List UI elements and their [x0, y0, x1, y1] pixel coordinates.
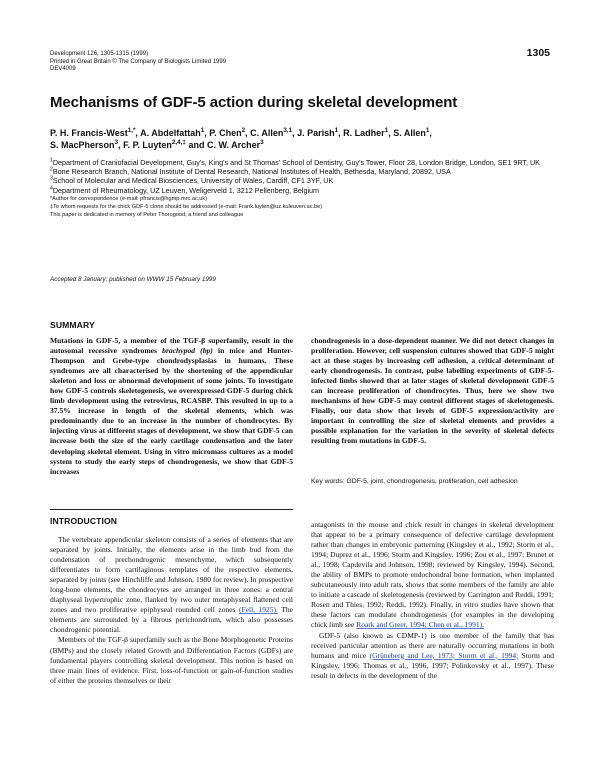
introduction-right-column [311, 520, 554, 681]
summary-left-column: Mutations in GDF-5, a member of the TGF-β superfamily, result in the autosomal recessive syndromes brachypod (bp) in mice and Hunter-Thompson and Grebe-type chondrodysplasias in humans. These syndromes are all characterised by the shortening of the appendicular skeleton and loss or abnormal development of some joints. To investigate how GDF-5 controls skeletogenesis, we overexpressed GDF-5 during chick limb development using the retrovirus, RCASBP. This resulted in up to a 37.5% increase in length of the skeletal elements, which was predominantly due to an increase in the number of chondrocytes. By injecting virus at different stages of development, we show that GDF-5 can increase both the size of the early cartilage condensation and the later developing skeletal element. Using in vitro micromass cultures as a model system to study the early steps of chondrogenesis, we show that GDF-5 increases [50, 336, 293, 476]
introduction-heading: INTRODUCTION [50, 516, 118, 526]
author-affiliation-mark: 1 [200, 127, 205, 134]
summary-right-column: chondrogenesis in a dose-dependent manner. We did not detect changes in proliferation. However, cell suspension cultures showed that GDF-5 might act at these stages by increasing cell adhesion, a critical determinant of early chondrogenesis. In contrast, pulse labelling experiments of GDF-5-infected limbs showed that at later stages of skeletal development GDF-5 can increase proliferation of chondrocytes. Thus, here we show two mechanisms of how GDF-5 may control different stages of skeletogenesis. Finally, our data show that levels of GDF-5 expression/activity are important in controlling the size of skeletal elements and provides a possible explanation for the variation in the severity of skeletal defects resulting from mutations in GDF-5. [311, 336, 554, 446]
author-name: S. Allen [393, 128, 426, 138]
author-list: P. H. Francis-West$^{1,*}$, A. Abdelfattah$^1$, P. Chen$^2$, C. Allen$^{3,1}$, J. Parish$^1$, R. Ladher$^1$, S. Allen$^1$, S. MacPherson$^3$, F. P. Luyten$^{2,4,\ddagger}$ and C. W. Archer$^3$ [50, 127, 432, 150]
journal-header [50, 47, 550, 74]
journal-citation: Development 126, 1305-1315 (1999) [50, 51, 149, 57]
article-title: Mechanisms of GDF-5 action during skeletal development [50, 94, 458, 111]
summary-heading: SUMMARY [50, 320, 95, 330]
author-affiliation-mark: 2 [241, 127, 246, 134]
printed-notice: Printed in Great Britain © The Company of Biologists Limited 1999 [50, 58, 227, 65]
intro-paragraph-3: antagonists in the mouse and chick result in changes in skeletal development that appear to be a primary consequence of defective cartilage development rather than changes in embryonic patterning (Kingsley et al., 1992; Storm et al., 1994; Duprez et al., 1996; Storm and Kingsley, 1996; Zou et al., 1997; Brunet et al., 1998; Capdevila and Johnson, 1998; reviewed by Kingsley, 1994). Second, the ability of BMPs to promote endochondral bone formation, when implanted subcutaneously into adult rats, shows that some members of the family are able to initiate a cascade of skeletogenesis (reviewed by Carrington and Reddi, 1991; Rosen and Thies, 1992; Reddi, 1992). Finally, in vitro studies have shown that these factors can modulate chondrogenesis (for examples in the developing chick limb see Roark and Greer, 1994; Chen et al., 1991). [311, 520, 554, 630]
affiliation-4: $^4$Department of Rheumatology, UZ Leuven, Weligerveld 1, 3212 Pellenberg, Belgium [50, 185, 320, 195]
author-affiliation-mark: 3,1 [283, 127, 293, 134]
brachypod-term: brachypod (bp) [162, 346, 213, 356]
author-affiliation-mark: 2,4,‡ [171, 138, 186, 146]
citation-link[interactable]: Roark and Greer, 1994; Chen et al., 1991). [356, 620, 484, 630]
author-name: A. Abdelfattah [140, 128, 201, 138]
author-affiliation-mark: 1 [384, 127, 389, 134]
citation-link[interactable]: (Fell, 1925). [238, 605, 278, 615]
affiliation-1: $^1$Department of Craniofacial Development, Guy's, King's and St Thomas' School of Dentistry, Guy's Tower, Floor 28, London Bridge, London, SE1 9RT, UK [50, 157, 540, 167]
intro-paragraph-4: GDF-5 (also known as CDMP-1) is one member of the family that has received particular attention as there are naturally occurring mutations in both humans and mice (Grüneberg and Lee, 1973; Storm et al., 1994; Storm and Kingsley, 1996; Thomas et al., 1996, 1997; Polinkovsky et al., 1997). These result in defects in the development of the [311, 630, 555, 680]
author-affiliation-mark: 3 [260, 138, 264, 146]
intro-paragraph-1: The vertebrate appendicular skeleton consists of a series of elements that are separated by joints. Initially, the elements arise in the limb bud from the condensation of prechondrogenic mesenchyme, which subsequently differentiates to form cartilaginous templates of the respective elements, separated by joints (see Hinchliffe and Johnson, 1980 for review). In prospective long-bone elements, the chondrocytes are arranged in three zones: a central diaphyseal hypertrophic zone, flanked by two outer metaphyseal flattened cell zones and two proliferative epiphyseal rounded cell zones (Fell, 1925). The elements are surrounded by a fibrous perichondrium, which also possesses chondrogenic potential. [50, 535, 293, 635]
affiliations [50, 158, 550, 219]
author-affiliation-mark: 1 [425, 127, 430, 134]
intro-paragraph-2: Members of the TGF-β superfamily such as the Bone Morphogenetic Proteins (BMPs) and the closely related Growth and Differentiation Factors (GDFs) are fundamental players controlling skeletal development. This notion is based on three main lines of evidence. First, loss-of-function or gain-of-function studies of either the proteins themselves or their [50, 635, 293, 685]
page-number: 1305 [526, 47, 550, 59]
affiliation-2: $^2$Bone Research Branch, National Institute of Dental Research, National Institutes of Health, Bethesda, Maryland, 20892, USA [50, 166, 451, 177]
author-name: J. Parish [297, 128, 335, 138]
section-divider [50, 509, 293, 510]
dedication-note: This paper is dedicated in memory of Peter Thorogood, a friend and colleague [50, 212, 244, 219]
author-name: C. W. Archer [206, 139, 261, 150]
accepted-date: Accepted 8 January; published on WWW 15 February 1999 [50, 276, 216, 283]
keywords: Key words: GDF-5, joint, chondrogenesis, proliferation, cell adhesion [311, 478, 518, 485]
author-name: R. Ladher [343, 128, 385, 138]
author-affiliation-mark: 1 [334, 127, 339, 134]
citation-link[interactable]: (Grüneberg and Lee, 1973; Storm et al., 1994; [369, 650, 519, 660]
author-name: S. MacPherson [50, 139, 115, 150]
author-affiliation-mark: 3 [114, 138, 119, 146]
introduction-left-column [50, 535, 293, 686]
clone-request-note: ‡To whom requests for the chick GDF-5 clone should be addressed (e-mail: Frank.luyten@uz.kuleuven.ac.be) [50, 204, 323, 211]
correspondence-note: *Author for correspondence (e-mail: pfrancis@hgmp.mrc.ac.uk) [50, 195, 208, 202]
author-name: C. Allen [250, 128, 284, 138]
author-name: F. P. Luyten [123, 139, 172, 150]
affiliation-3: $^3$School of Molecular and Medical Biosciences, University of Wales, Cardiff, CF1 3YF, UK [50, 176, 334, 186]
author-name: P. Chen [209, 128, 242, 138]
author-name: P. H. Francis-West [50, 128, 128, 138]
author-affiliation-mark: 1,* [127, 127, 136, 134]
article-code: DEV4009 [50, 66, 76, 72]
